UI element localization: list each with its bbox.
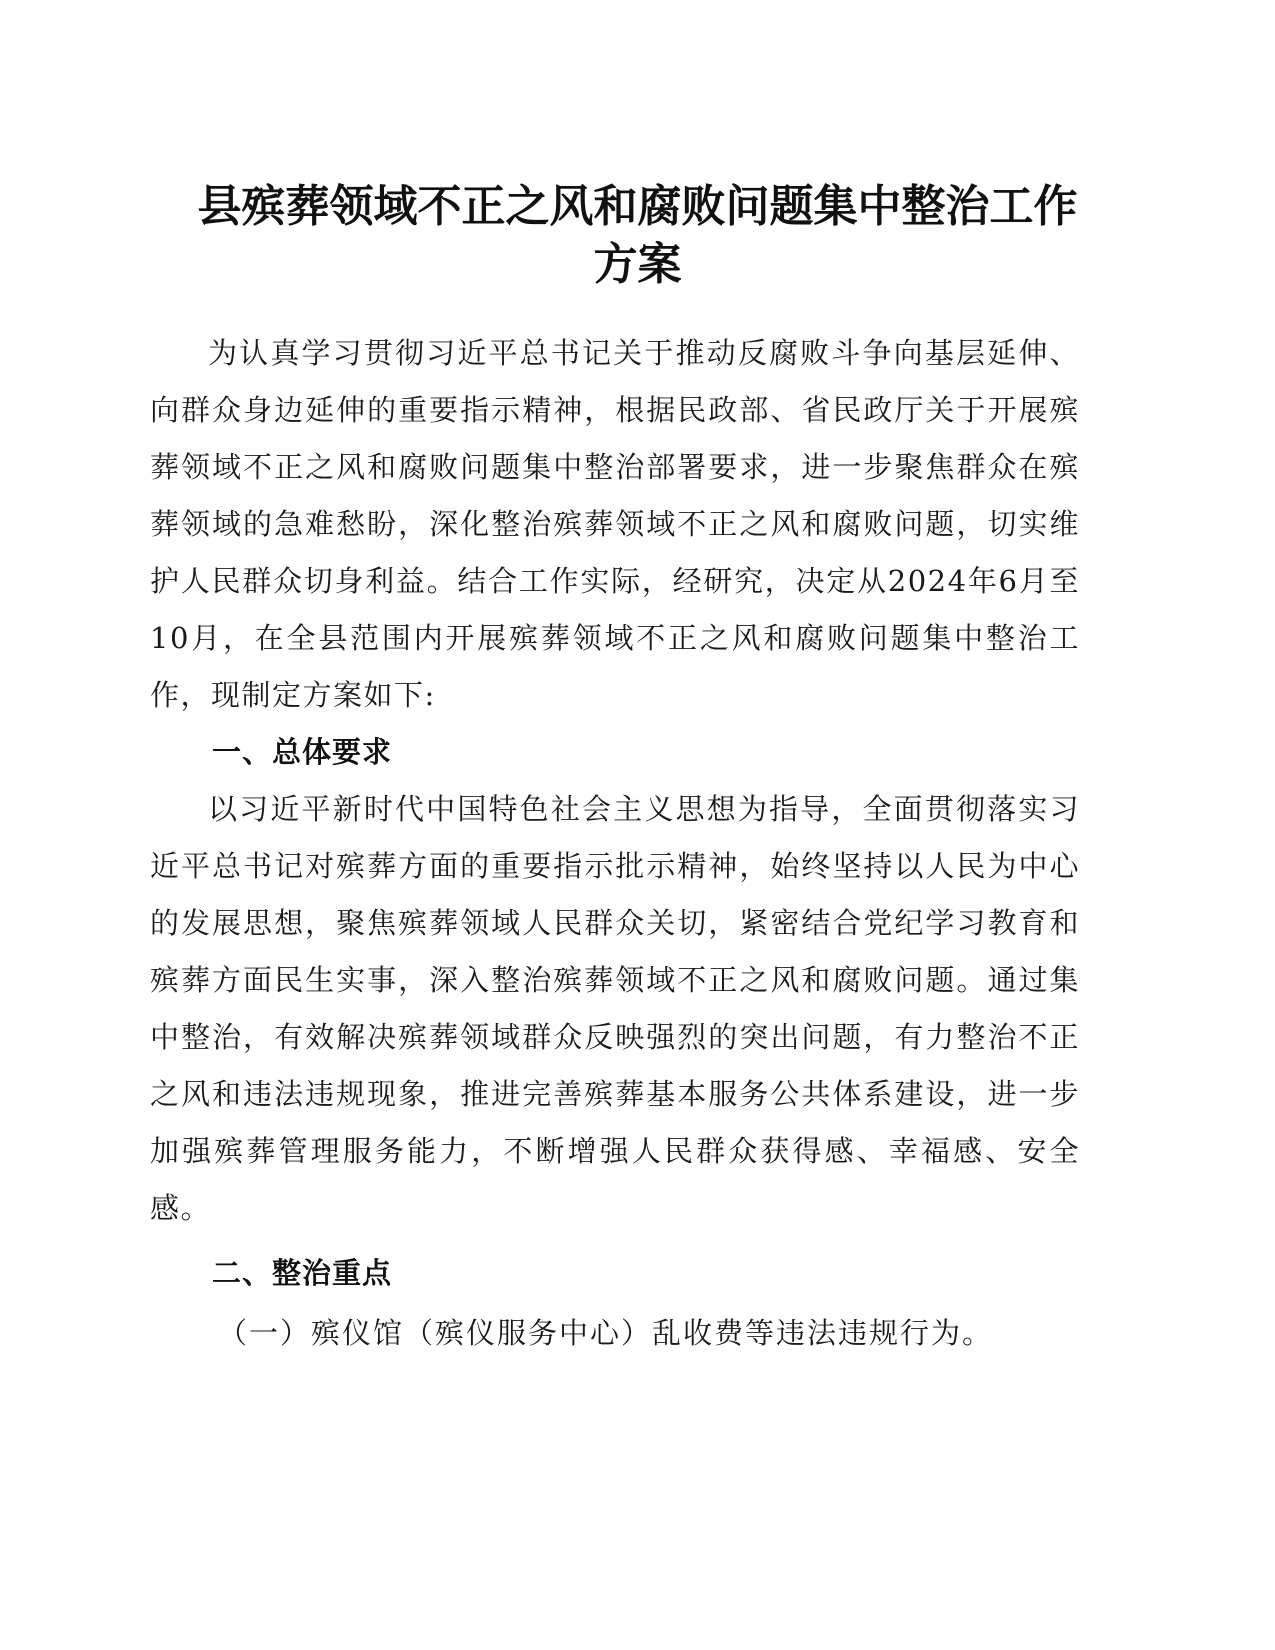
section-heading-overall-requirements: 一、总体要求: [212, 735, 393, 769]
document-title-line-1: 县殡葬领域不正之风和腐败问题集中整治工作: [197, 181, 1078, 232]
document-body: [150, 325, 1080, 1362]
document-title-line-2: 方案: [593, 239, 682, 290]
section2-item-1: （一）殡仪馆（殡仪服务中心）乱收费等违法违规行为。: [218, 1316, 994, 1350]
section-heading-key-rectification: 二、整治重点: [212, 1256, 393, 1290]
intro-paragraph: 为认真学习贯彻习近平总书记关于推动反腐败斗争向基层延伸、向群众身边延伸的重要指示精神，根据民政部、省民政厅关于开展殡葬领域不正之风和腐败问题集中整治部署要求，进一步聚焦群众在殡葬领域的急难愁盼，深化整治殡葬领域不正之风和腐败问题，切实维护人民群众切身利益。结合工作实际，经研究，决定从2024年6月至10月，在全县范围内开展殡葬领域不正之风和腐败问题集中整治工作，现制定方案如下:: [150, 336, 1080, 712]
section1-paragraph: 以习近平新时代中国特色社会主义思想为指导，全面贯彻落实习近平总书记对殡葬方面的重要指示批示精神，始终坚持以人民为中心的发展思想，聚焦殡葬领域人民群众关切，紧密结合党纪学习教育和殡葬方面民生实事，深入整治殡葬领域不正之风和腐败问题。通过集中整治，有效解决殡葬领域群众反映强烈的突出问题，有力整治不正之风和违法违规现象，推进完善殡葬基本服务公共体系建设，进一步加强殡葬管理服务能力，不断增强人民群众获得感、幸福感、安全感。: [150, 792, 1080, 1225]
